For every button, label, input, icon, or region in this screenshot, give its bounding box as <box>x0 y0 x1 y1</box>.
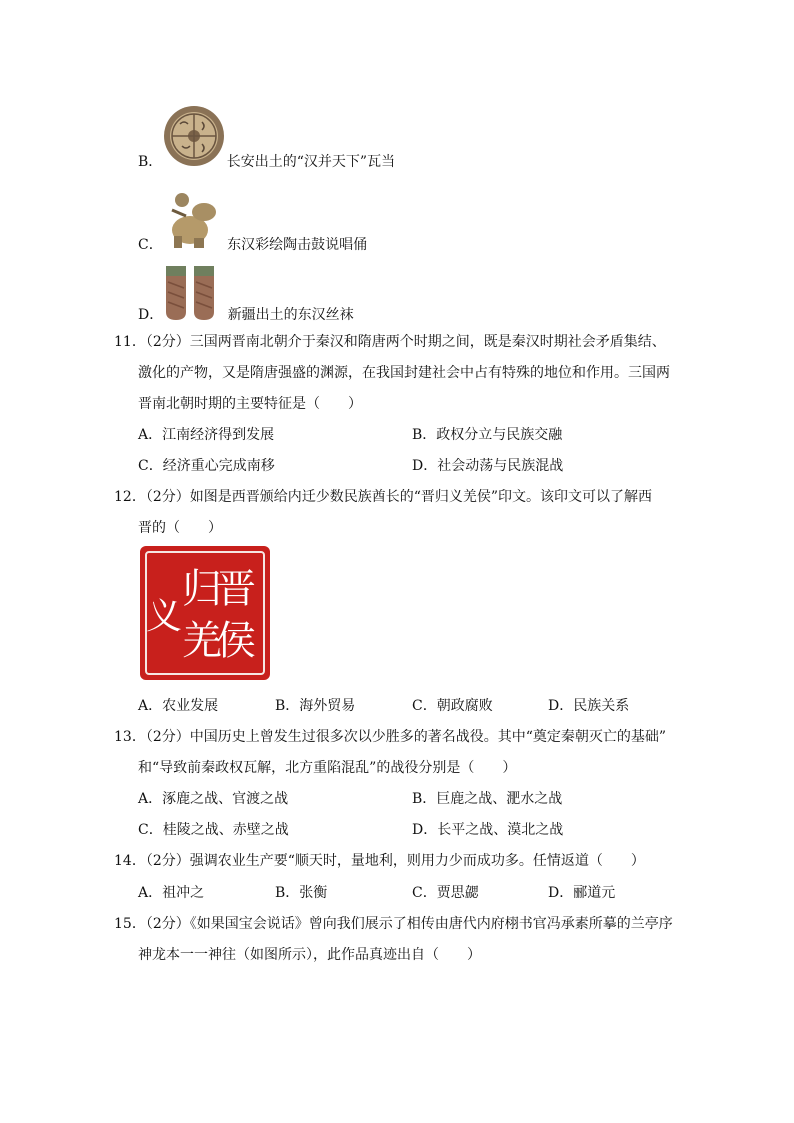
q11-option-a: A．江南经济得到发展 <box>138 427 275 443</box>
q14-option-a: A．祖冲之 <box>138 885 205 901</box>
q11-option-d: D．社会动荡与民族混战 <box>412 458 564 474</box>
q12-line-2: 晋的（ ） <box>138 520 222 536</box>
q15-line-1: 15．（2分）《如果国宝会说话》曾向我们展示了相传由唐代内府栩书官冯承素所摹的兰亭序 <box>114 916 673 932</box>
q13-line-1: 13．（2分）中国历史上曾发生过很多次以少胜多的著名战役。其中“奠定秦朝灭亡的基础” <box>114 729 667 745</box>
q12-option-b: B．海外贸易 <box>275 698 356 714</box>
q11-option-c: C．经济重心完成南移 <box>138 458 275 474</box>
q13-option-a: A．涿鹿之战、官渡之战 <box>138 791 289 807</box>
q11-line-2: 激化的产物，又是隋唐强盛的渊源，在我国封建社会中占有特殊的地位和作用。三国两 <box>138 365 670 381</box>
option-c-10: C． 东汉彩绘陶击鼓说唱俑 <box>138 237 368 253</box>
svg-text:晋: 晋 <box>216 566 256 612</box>
seal-image <box>140 546 270 680</box>
q14-option-d: D．郦道元 <box>548 885 616 901</box>
q14-line-1: 14．（2分）强调农业生产要“顺天时，量地利，则用力少而成功多。任情返道（ ） <box>114 853 645 869</box>
q14-option-c: C．贾思勰 <box>412 885 479 901</box>
svg-text:羌: 羌 <box>182 618 222 664</box>
q12-line-1: 12．（2分）如图是西晋颁给内迁少数民族酋长的“晋归义羌侯”印文。该印文可以了解西 <box>114 489 653 505</box>
q12-option-a: A．农业发展 <box>138 698 219 714</box>
q13-option-d: D．长平之战、漠北之战 <box>412 822 564 838</box>
q12-option-d: D．民族关系 <box>548 698 630 714</box>
option-d-10: D． 新疆出土的东汉丝袜 <box>138 307 354 323</box>
q13-line-2: 和“导致前秦政权瓦解，北方重陷混乱”的战役分别是（ ） <box>138 760 517 776</box>
q11-option-b: B．政权分立与民族交融 <box>412 427 563 443</box>
option-b-10: B． 长安出土的“汉并天下”瓦当 <box>138 154 396 170</box>
q13-option-c: C．桂陵之战、赤壁之战 <box>138 822 289 838</box>
q12-option-c: C．朝政腐败 <box>412 698 493 714</box>
q14-option-b: B．张衡 <box>275 885 328 901</box>
svg-text:侯: 侯 <box>216 618 256 664</box>
q11-line-3: 晋南北朝时期的主要特征是（ ） <box>138 396 362 412</box>
svg-text:归: 归 <box>182 566 222 612</box>
svg-text:义: 义 <box>145 596 183 637</box>
q13-option-b: B．巨鹿之战、淝水之战 <box>412 791 563 807</box>
q11-line-1: 11．（2分）三国两晋南北朝介于秦汉和隋唐两个时期之间，既是秦汉时期社会矛盾集结、 <box>114 334 666 350</box>
q15-line-2: 神龙本一一神往（如图所示），此作品真迹出自（ ） <box>138 947 481 963</box>
